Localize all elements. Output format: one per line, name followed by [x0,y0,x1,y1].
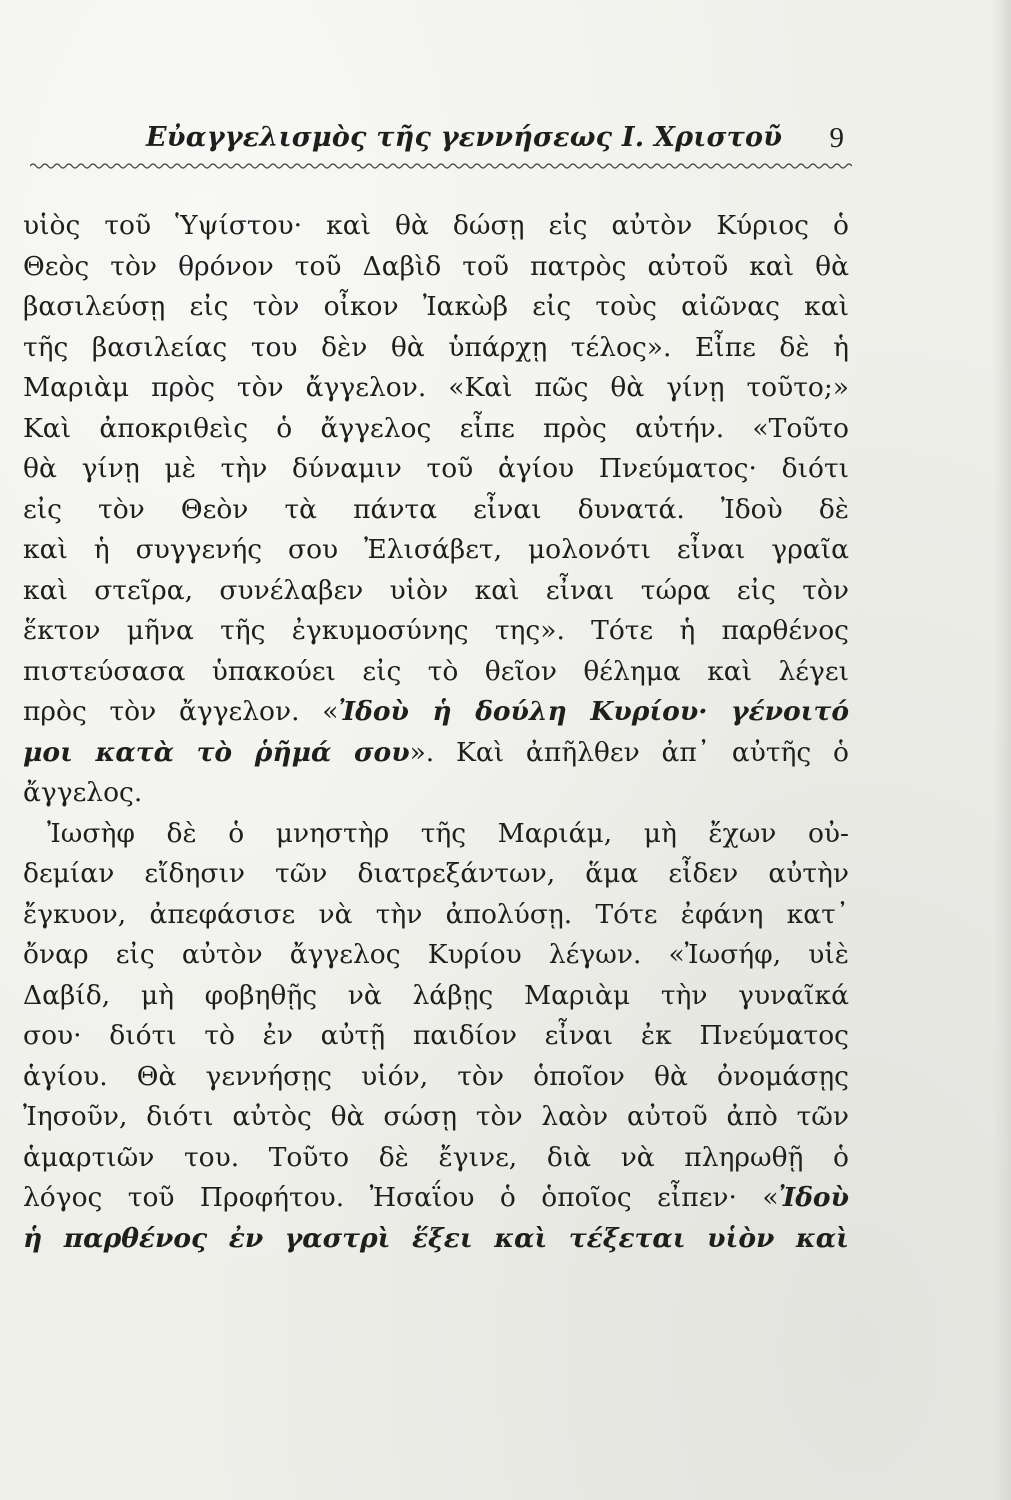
text-line [23,1138,849,1179]
text-segment: βασιλεύσῃ εἰς τὸν οἶκον Ἰακὼβ εἰς τοὺς αἰῶνας καὶ [23,291,849,322]
text-line [23,976,849,1017]
text-line [23,1016,849,1057]
text-line [23,895,849,936]
text-line [23,611,849,652]
text-segment: ἁγίου. Θὰ γεννήσῃς υἱόν, τὸν ὁποῖον θὰ ὀνομάσῃς [23,1060,849,1092]
text-line [23,1219,849,1260]
text-line [23,854,849,895]
text-line [23,814,849,855]
text-segment: Θεὸς τὸν θρόνον τοῦ Δαβὶδ τοῦ πατρὸς αὐτοῦ καὶ θὰ [23,250,849,282]
text-line [23,449,849,490]
text-line [23,206,849,247]
text-line [23,368,849,409]
text-segment: δεμίαν εἴδησιν τῶν διατρεξάντων, ἅμα εἶδεν αὐτὴν [23,858,849,889]
text-segment: Καὶ ἀποκριθεὶς ὁ ἄγγελος εἶπε πρὸς αὐτήν. «Τοῦτο [23,412,849,444]
body-text [23,206,849,1259]
text-segment: εἰς τὸν Θεὸν τὰ πάντα εἶναι δυνατά. Ἰδοὺ δὲ [23,493,849,525]
text-line [23,692,849,733]
text-segment: ἄγγελος. [23,777,143,808]
text-segment: τῆς βασιλείας του δὲν θὰ ὑπάρχῃ τέλος». Εἶπε δὲ ἡ [23,331,849,363]
emphasized-text: Ἰδοὺ ἡ δούλη Κυρίου· γένοιτό [338,696,849,727]
text-line [23,935,849,976]
text-line [23,409,849,450]
text-line [23,652,849,693]
text-line [23,1097,849,1138]
text-segment: ἕκτον μῆνα τῆς ἐγκυμοσύνης της». Τότε ἡ παρθένος [23,615,849,646]
text-segment: σου· διότι τὸ ἐν αὐτῇ παιδίον εἶναι ἐκ Πνεύματος [23,1020,849,1051]
text-segment: λόγος τοῦ Προφήτου. Ἠσαΐου ὁ ὁποῖος εἶπεν· « [23,1182,779,1213]
page-edge-shadow [993,0,1011,1500]
page-header [140,122,852,162]
text-segment: καὶ ἡ συγγενής σου Ἐλισάβετ, μολονότι εἶναι γραῖα [23,534,849,565]
text-segment: Δαβίδ, μὴ φοβηθῇς νὰ λάβῃς Μαριὰμ τὴν γυναῖκά [23,979,849,1011]
text-line [23,490,849,531]
text-line [23,328,849,369]
wavy-rule-divider [30,160,852,172]
text-segment: πρὸς τὸν ἄγγελον. « [23,696,339,727]
text-line [23,247,849,288]
text-line [23,571,849,612]
text-line [23,287,849,328]
text-segment: υἱὸς τοῦ Ὑψίστου· καὶ θὰ δώσῃ εἰς αὐτὸν Κύριος ὁ [23,210,849,241]
text-line [23,773,849,814]
emphasized-text: ἡ παρθένος ἐν γαστρὶ ἕξει καὶ τέξεται υἱὸν καὶ [23,1222,849,1254]
text-line [23,1057,849,1098]
text-segment: ὄναρ εἰς αὐτὸν ἄγγελος Κυρίου λέγων. «Ἰωσήφ, υἱὲ [23,939,849,970]
text-segment: ἁμαρτιῶν του. Τοῦτο δὲ ἔγινε, διὰ νὰ πληρωθῇ ὁ [23,1141,849,1173]
text-segment: θὰ γίνῃ μὲ τὴν δύναμιν τοῦ ἁγίου Πνεύματος· διότι [23,453,849,484]
text-line [23,1178,849,1219]
text-line [23,530,849,571]
text-segment: Μαριὰμ πρὸς τὸν ἄγγελον. «Καὶ πῶς θὰ γίνῃ τοῦτο;» [23,372,849,403]
running-title: Εὐαγγελισμὸς τῆς γεννήσεως Ι. Χριστοῦ [146,122,783,153]
text-segment: Ἰωσὴφ δὲ ὁ μνηστὴρ τῆς Μαριάμ, μὴ ἔχων οὐ- [47,817,849,849]
text-segment: Ἰησοῦν, διότι αὐτὸς θὰ σώσῃ τὸν λαὸν αὐτοῦ ἀπὸ τῶν [23,1101,849,1132]
emphasized-text: Ἰδοὺ [778,1182,849,1213]
emphasized-text: μοι κατὰ τὸ ῥῆμά σου [23,736,410,768]
text-segment: καὶ στεῖρα, συνέλαβεν υἱὸν καὶ εἶναι τώρα εἰς τὸν [23,574,849,606]
page-number: 9 [829,122,844,154]
text-segment: πιστεύσασα ὑπακούει εἰς τὸ θεῖον θέλημα καὶ λέγει [23,655,849,687]
text-segment: ἔγκυον, ἀπεφάσισε νὰ τὴν ἀπολύσῃ. Τότε ἐφάνη κατ᾽ [23,898,849,930]
text-segment: ». Καὶ ἀπῆλθεν ἀπ᾽ αὐτῆς ὁ [409,736,850,768]
text-line [23,733,849,774]
